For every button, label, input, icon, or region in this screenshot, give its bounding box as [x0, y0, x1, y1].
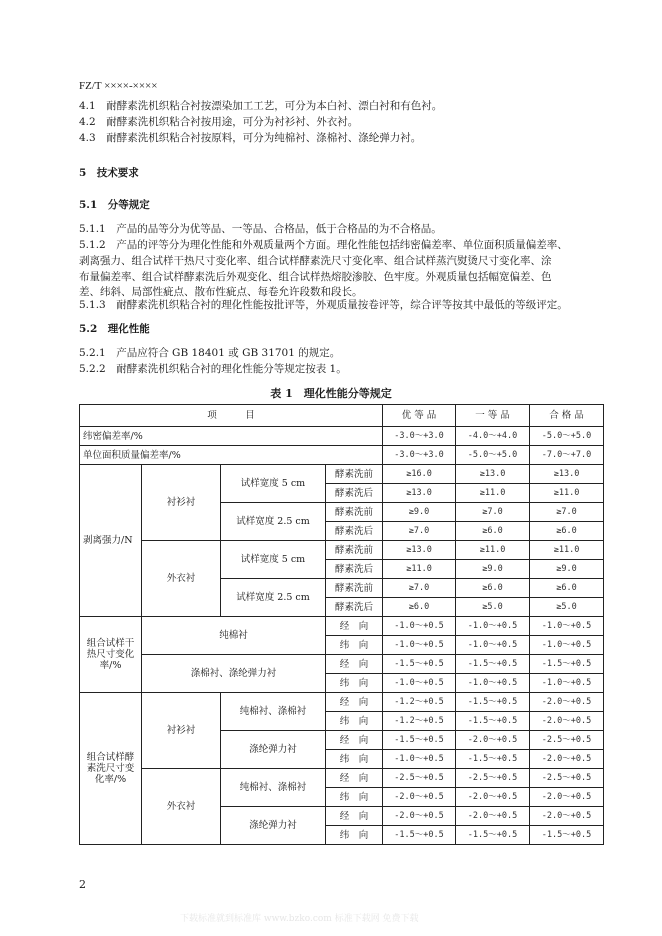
table-cell: -1.5～+0.5	[530, 655, 604, 674]
table-cell: ≥13.0	[530, 465, 604, 484]
table-cell: ≥6.0	[456, 579, 530, 598]
table-cell: -2.0～+0.5	[456, 788, 530, 807]
wash-state: 酵素洗后	[326, 522, 383, 541]
row-label: 纬密偏差率/%	[80, 427, 383, 446]
wash-state: 酵素洗前	[326, 503, 383, 522]
table-cell: -1.0～+0.5	[456, 636, 530, 655]
table-cell: -2.5～+0.5	[383, 769, 456, 788]
header-superior: 优 等 品	[383, 405, 456, 427]
material-label: 涤纶弹力衬	[221, 807, 326, 845]
direction-label: 纬 向	[326, 712, 383, 731]
table-row	[80, 769, 604, 788]
table-cell: -1.0～+0.5	[383, 617, 456, 636]
table-cell: -1.0～+0.5	[530, 617, 604, 636]
clause-4-2: 4.2 耐酵素洗机织粘合衬按用途，可分为衬衫衬、外衣衬。	[79, 116, 359, 128]
material-label: 纯棉衬、涤棉衬	[221, 769, 326, 807]
clause-5-1-2-cont3: 差、纬斜、局部性疵点、散布性疵点、每卷允许段数和段长。	[79, 286, 363, 298]
group-label-dry-heat: 组合试样干热尺寸变化率/%	[80, 617, 142, 693]
table-cell: ≥6.0	[530, 579, 604, 598]
table-cell: -2.0～+0.5	[530, 693, 604, 712]
direction-label: 经 向	[326, 769, 383, 788]
subgroup-label: 衬衫衬	[142, 465, 221, 541]
table-cell: -1.2～+0.5	[383, 693, 456, 712]
table-cell: -1.5～+0.5	[456, 750, 530, 769]
direction-label: 纬 向	[326, 788, 383, 807]
table-cell: ≥7.0	[383, 522, 456, 541]
table-cell: -2.5～+0.5	[456, 769, 530, 788]
direction-label: 经 向	[326, 807, 383, 826]
width-label: 试样宽度 2.5 cm	[221, 503, 326, 541]
clause-4-1: 4.1 耐酵素洗机织粘合衬按漂染加工工艺，可分为本白衬、漂白衬和有色衬。	[79, 100, 443, 112]
row-label: 单位面积质量偏差率/%	[80, 446, 383, 465]
footer-watermark: 下载标准就到标准库 www.bzko.com 标准下载网 免费下载	[180, 914, 419, 924]
material-label: 纯棉衬、涤棉衬	[221, 693, 326, 731]
direction-label: 纬 向	[326, 636, 383, 655]
header-first: 一 等 品	[456, 405, 530, 427]
table-cell: -1.0～+0.5	[530, 636, 604, 655]
clause-5-1-2: 5.1.2 产品的评等分为理化性能和外观质量两个方面。理化性能包括纬密偏差率、单位面积质量偏差率、	[79, 239, 568, 251]
width-label: 试样宽度 5 cm	[221, 541, 326, 579]
table-cell: ≥7.0	[530, 503, 604, 522]
table-cell: ≥16.0	[383, 465, 456, 484]
table-cell: -3.0～+3.0	[383, 446, 456, 465]
table-cell: -1.0～+0.5	[383, 674, 456, 693]
property-grading-table	[79, 404, 604, 845]
header-item: 项 目	[80, 405, 383, 427]
table-cell: ≥6.0	[456, 522, 530, 541]
material-label: 涤棉衬、涤纶弹力衬	[142, 655, 326, 693]
table-cell: -1.5～+0.5	[456, 712, 530, 731]
direction-label: 经 向	[326, 693, 383, 712]
table-cell: -2.0～+0.5	[530, 788, 604, 807]
table-cell: -1.5～+0.5	[383, 655, 456, 674]
table-cell: ≥9.0	[383, 503, 456, 522]
table-caption: 表 1 理化性能分等规定	[270, 387, 392, 400]
table-cell: ≥9.0	[456, 560, 530, 579]
page-number: 2	[79, 878, 86, 891]
direction-label: 经 向	[326, 617, 383, 636]
table-cell: -2.0～+0.5	[456, 807, 530, 826]
table-cell: ≥9.0	[530, 560, 604, 579]
table-cell: -2.0～+0.5	[530, 807, 604, 826]
table-cell: -1.5～+0.5	[383, 826, 456, 845]
document-code: FZ/T ××××-××××	[79, 80, 158, 92]
clause-5-1-1: 5.1.1 产品的品等分为优等品、一等品、合格品，低于合格品的为不合格品。	[79, 223, 442, 235]
wash-state: 酵素洗前	[326, 465, 383, 484]
table-cell: ≥13.0	[383, 484, 456, 503]
table-cell: ≥7.0	[456, 503, 530, 522]
direction-label: 经 向	[326, 655, 383, 674]
table-cell: -1.0～+0.5	[530, 674, 604, 693]
table-cell: ≥11.0	[383, 560, 456, 579]
material-label: 涤纶弹力衬	[221, 731, 326, 769]
table-cell: ≥13.0	[383, 541, 456, 560]
table-cell: -2.0～+0.5	[530, 750, 604, 769]
table-cell: ≥11.0	[530, 484, 604, 503]
subgroup-label: 外衣衬	[142, 541, 221, 617]
wash-state: 酵素洗后	[326, 598, 383, 617]
wash-state: 酵素洗前	[326, 579, 383, 598]
wash-state: 酵素洗后	[326, 484, 383, 503]
table-cell: ≥11.0	[456, 484, 530, 503]
wash-state: 酵素洗前	[326, 541, 383, 560]
table-cell: -2.5～+0.5	[530, 731, 604, 750]
table-cell: -1.0～+0.5	[383, 750, 456, 769]
table-row	[80, 541, 604, 560]
table-cell: -1.5～+0.5	[383, 731, 456, 750]
table-row	[80, 465, 604, 484]
clause-5-1-2-cont2: 布量偏差率、组合试样酵素洗后外观变化、组合试样热熔胶渗胶、色牢度。外观质量包括幅宽偏差、色	[79, 271, 552, 283]
table-cell: -1.5～+0.5	[456, 826, 530, 845]
table-cell: -1.5～+0.5	[530, 826, 604, 845]
table-cell: -1.0～+0.5	[383, 636, 456, 655]
table-header-row	[80, 405, 604, 427]
table-row	[80, 446, 604, 465]
table-cell: -2.0～+0.5	[530, 712, 604, 731]
subgroup-label: 外衣衬	[142, 769, 221, 845]
clause-5-1-3: 5.1.3 耐酵素洗机织粘合衬的理化性能按批评等，外观质量按卷评等，综合评等按其中最低的等级评定。	[79, 299, 568, 311]
table-cell: -4.0～+4.0	[456, 427, 530, 446]
table-cell: -1.5～+0.5	[456, 693, 530, 712]
group-label-peel: 剥离强力/N	[80, 465, 142, 617]
section-5-2-heading: 5.2 理化性能	[79, 323, 150, 335]
table-cell: ≥7.0	[383, 579, 456, 598]
direction-label: 纬 向	[326, 826, 383, 845]
table-cell: ≥13.0	[456, 465, 530, 484]
section-5-1-heading: 5.1 分等规定	[79, 199, 150, 211]
table-cell: -1.5～+0.5	[456, 655, 530, 674]
table-cell: -2.5～+0.5	[530, 769, 604, 788]
table-cell: -1.2～+0.5	[383, 712, 456, 731]
table-cell: -7.0～+7.0	[530, 446, 604, 465]
table-cell: -1.0～+0.5	[456, 617, 530, 636]
wash-state: 酵素洗后	[326, 560, 383, 579]
table-row	[80, 427, 604, 446]
clause-5-2-2: 5.2.2 耐酵素洗机织粘合衬的理化性能分等规定按表 1。	[79, 363, 347, 375]
table-cell: -3.0～+3.0	[383, 427, 456, 446]
direction-label: 纬 向	[326, 750, 383, 769]
subgroup-label: 衬衫衬	[142, 693, 221, 769]
table-cell: -5.0～+5.0	[456, 446, 530, 465]
width-label: 试样宽度 2.5 cm	[221, 579, 326, 617]
group-label-enzyme-wash: 组合试样酵素洗尺寸变化率/%	[80, 693, 142, 845]
table-cell: ≥11.0	[530, 541, 604, 560]
section-5-heading: 5 技术要求	[79, 167, 139, 179]
clause-4-3: 4.3 耐酵素洗机织粘合衬按原料，可分为纯棉衬、涤棉衬、涤纶弹力衬。	[79, 132, 422, 144]
clause-5-2-1: 5.2.1 产品应符合 GB 18401 或 GB 31701 的规定。	[79, 347, 341, 359]
clause-5-1-2-cont1: 剥离强力、组合试样干热尺寸变化率、组合试样酵素洗尺寸变化率、组合试样蒸汽熨烫尺寸变化率、涂	[79, 255, 552, 267]
table-cell: -5.0～+5.0	[530, 427, 604, 446]
width-label: 试样宽度 5 cm	[221, 465, 326, 503]
table-row	[80, 655, 604, 674]
table-row	[80, 693, 604, 712]
table-cell: ≥6.0	[383, 598, 456, 617]
table-cell: ≥5.0	[530, 598, 604, 617]
material-label: 纯棉衬	[142, 617, 326, 655]
table-cell: -2.0～+0.5	[383, 788, 456, 807]
table-cell: -2.0～+0.5	[456, 731, 530, 750]
direction-label: 经 向	[326, 731, 383, 750]
table-cell: -2.0～+0.5	[383, 807, 456, 826]
table-cell: ≥5.0	[456, 598, 530, 617]
table-cell: ≥6.0	[530, 522, 604, 541]
table-row	[80, 617, 604, 636]
header-qualified: 合 格 品	[530, 405, 604, 427]
table-cell: -1.0～+0.5	[456, 674, 530, 693]
table-cell: ≥11.0	[456, 541, 530, 560]
direction-label: 纬 向	[326, 674, 383, 693]
